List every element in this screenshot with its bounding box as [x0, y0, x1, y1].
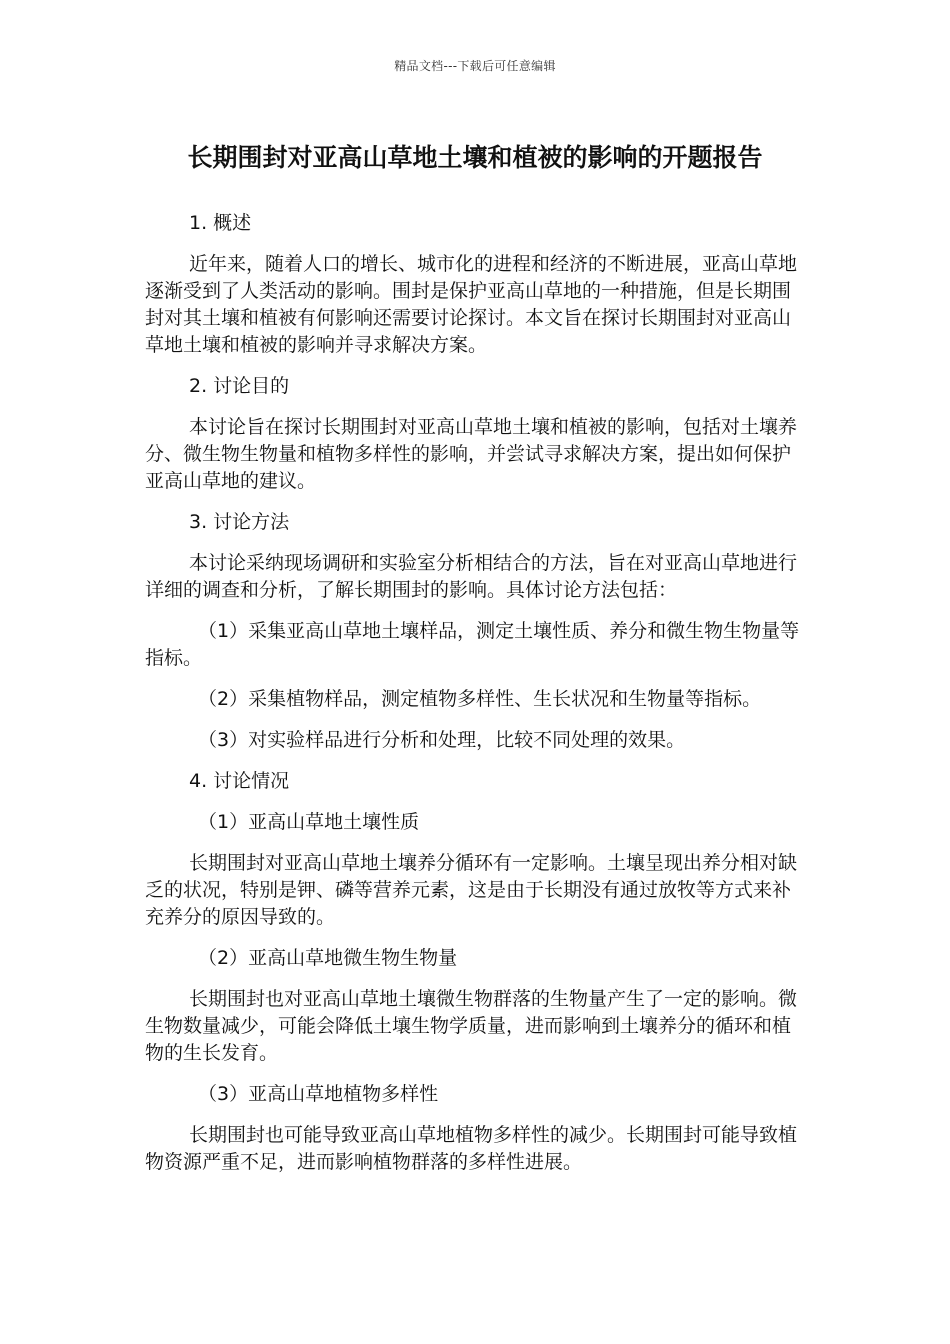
paragraph-purpose: 本讨论旨在探讨长期围封对亚高山草地土壤和植被的影响，包括对土壤养分、微生物生物量和植物多样性的影响，并尝试寻求解决方案，提出如何保护亚高山草地的建议。 [145, 416, 798, 492]
method-item-3: （3）对实验样品进行分析和处理，比较不同处理的效果。 [198, 729, 686, 751]
subheading-plant-diversity: （3）亚高山草地植物多样性 [198, 1083, 439, 1105]
paragraph-soil: 长期围封对亚高山草地土壤养分循环有一定影响。土壤呈现出养分相对缺乏的状况，特别是钾、磷等营养元素，这是由于长期没有通过放牧等方式来补充养分的原因导致的。 [145, 852, 798, 928]
section-heading-method: 3. 讨论方法 [189, 511, 290, 533]
paragraph-overview: 近年来，随着人口的增长、城市化的进程和经济的不断进展，亚高山草地逐渐受到了人类活动的影响。围封是保护亚高山草地的一种措施，但是长期围封对其土壤和植被有何影响还需要讨论探讨。本文旨在探讨长期围封对亚高山草地土壤和植被的影响并寻求解决方案。 [145, 253, 798, 356]
document-body [145, 210, 805, 1190]
paragraph-plant-diversity: 长期围封也可能导致亚高山草地植物多样性的减少。长期围封可能导致植物资源严重不足，进而影响植物群落的多样性进展。 [145, 1124, 798, 1173]
document-title: 长期围封对亚高山草地土壤和植被的影响的开题报告 [187, 143, 763, 172]
subheading-soil: （1）亚高山草地土壤性质 [198, 811, 420, 833]
section-heading-purpose: 2. 讨论目的 [189, 375, 290, 397]
paragraph-method: 本讨论采纳现场调研和实验室分析相结合的方法，旨在对亚高山草地进行详细的调查和分析，了解长期围封的影响。具体讨论方法包括： [145, 552, 798, 601]
section-heading-results: 4. 讨论情况 [189, 770, 290, 792]
method-item-1: （1）采集亚高山草地土壤样品，测定土壤性质、养分和微生物生物量等指标。 [145, 620, 800, 669]
page-header-note: 精品文档---下载后可任意编辑 [394, 59, 556, 73]
paragraph-microbial: 长期围封也对亚高山草地土壤微生物群落的生物量产生了一定的影响。微生物数量减少，可能会降低土壤生物学质量，进而影响到土壤养分的循环和植物的生长发育。 [145, 988, 798, 1064]
section-heading-overview: 1. 概述 [189, 212, 252, 234]
subheading-microbial: （2）亚高山草地微生物生物量 [198, 947, 458, 969]
method-item-2: （2）采集植物样品，测定植物多样性、生长状况和生物量等指标。 [198, 688, 762, 710]
